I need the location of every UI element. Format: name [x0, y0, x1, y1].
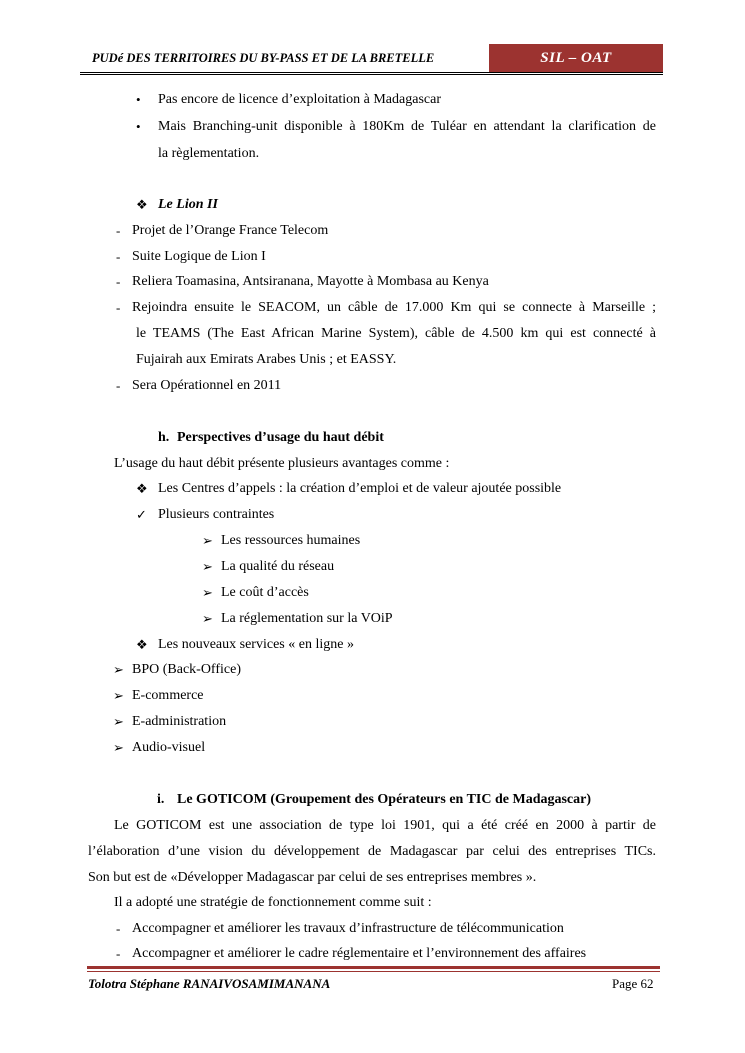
list-item: Les Centres d’appels : la création d’emploi et de valeur ajoutée possible: [158, 481, 562, 496]
bullet-icon: •: [136, 119, 141, 134]
paragraph: l’élaboration d’une vision du développement de Madagascar par celui des entreprises TICs.: [88, 844, 656, 859]
paragraph: L’usage du haut débit présente plusieurs avantages comme :: [114, 456, 450, 471]
arrow-bullet-icon: ➢: [113, 688, 124, 703]
list-item: Mais Branching-unit disponible à 180Km de Tuléar en attendant la clarification de: [158, 119, 656, 134]
paragraph: Le GOTICOM est une association de type loi 1901, qui a été créé en 2000 à partir de: [114, 818, 656, 833]
footer-rule: [87, 966, 660, 969]
header-badge: SIL – OAT: [489, 44, 663, 72]
section-i-letter: i.: [157, 792, 165, 807]
footer-rule: [87, 971, 660, 972]
arrow-bullet-icon: ➢: [113, 740, 124, 755]
list-item: La réglementation sur la VOiP: [221, 611, 393, 626]
dash-icon: -: [116, 300, 121, 315]
list-item: Accompagner et améliorer le cadre réglementaire et l’environnement des affaires: [132, 946, 587, 961]
list-item-continuation: la règlementation.: [158, 146, 260, 161]
section-h-title: Perspectives d’usage du haut débit: [177, 430, 384, 445]
section-h-letter: h.: [158, 430, 170, 445]
dash-icon: -: [116, 274, 121, 289]
dash-icon: -: [116, 223, 121, 238]
list-item: E-administration: [132, 714, 227, 729]
header-rule: [80, 74, 663, 75]
header-rule: [80, 72, 663, 73]
list-item: Projet de l’Orange France Telecom: [132, 223, 329, 238]
paragraph: Son but est de «Développer Madagascar par celui de ses entreprises membres ».: [88, 870, 537, 885]
list-item-continuation: le TEAMS (The East African Marine System), câble de 4.500 km qui est connecté à: [136, 326, 656, 341]
list-item-continuation: Fujairah aux Emirats Arabes Unis ; et EASSY.: [136, 352, 397, 367]
list-item: Sera Opérationnel en 2011: [132, 378, 282, 393]
list-item: BPO (Back-Office): [132, 662, 241, 677]
list-item: Le coût d’accès: [221, 585, 309, 600]
list-item: Plusieurs contraintes: [158, 507, 275, 522]
list-item: Pas encore de licence d’exploitation à Madagascar: [158, 92, 441, 107]
dash-icon: -: [116, 249, 121, 264]
page-number: Page 62: [612, 976, 654, 991]
diamond-bullet-icon: ❖: [136, 481, 148, 496]
diamond-bullet-icon: ❖: [136, 197, 148, 212]
list-item: Les nouveaux services « en ligne »: [158, 637, 354, 652]
diamond-bullet-icon: ❖: [136, 637, 148, 652]
section-i-title: Le GOTICOM (Groupement des Opérateurs en TIC de Madagascar): [177, 792, 592, 807]
dash-icon: -: [116, 921, 121, 936]
arrow-bullet-icon: ➢: [202, 533, 213, 548]
bullet-icon: •: [136, 92, 141, 107]
arrow-bullet-icon: ➢: [113, 714, 124, 729]
arrow-bullet-icon: ➢: [202, 611, 213, 626]
paragraph: Il a adopté une stratégie de fonctionnement comme suit :: [114, 895, 432, 910]
arrow-bullet-icon: ➢: [113, 662, 124, 677]
subheading-lion: Le Lion II: [158, 197, 218, 212]
list-item: Les ressources humaines: [221, 533, 361, 548]
dash-icon: -: [116, 946, 121, 961]
list-item: Accompagner et améliorer les travaux d’infrastructure de télécommunication: [132, 921, 564, 936]
list-item: La qualité du réseau: [221, 559, 335, 574]
dash-icon: -: [116, 378, 121, 393]
footer-author: Tolotra Stéphane RANAIVOSAMIMANANA: [88, 976, 331, 991]
list-item: Suite Logique de Lion I: [132, 249, 266, 264]
list-item: Reliera Toamasina, Antsiranana, Mayotte à Mombasa au Kenya: [132, 274, 489, 289]
list-item: Audio-visuel: [132, 740, 206, 755]
arrow-bullet-icon: ➢: [202, 559, 213, 574]
list-item: E-commerce: [132, 688, 204, 703]
list-item: Rejoindra ensuite le SEACOM, un câble de 17.000 Km qui se connecte à Marseille ;: [132, 300, 656, 315]
header-title: PUDé DES TERRITOIRES DU BY-PASS ET DE LA BRETELLE: [92, 51, 435, 65]
check-icon: ✓: [136, 507, 147, 522]
arrow-bullet-icon: ➢: [202, 585, 213, 600]
